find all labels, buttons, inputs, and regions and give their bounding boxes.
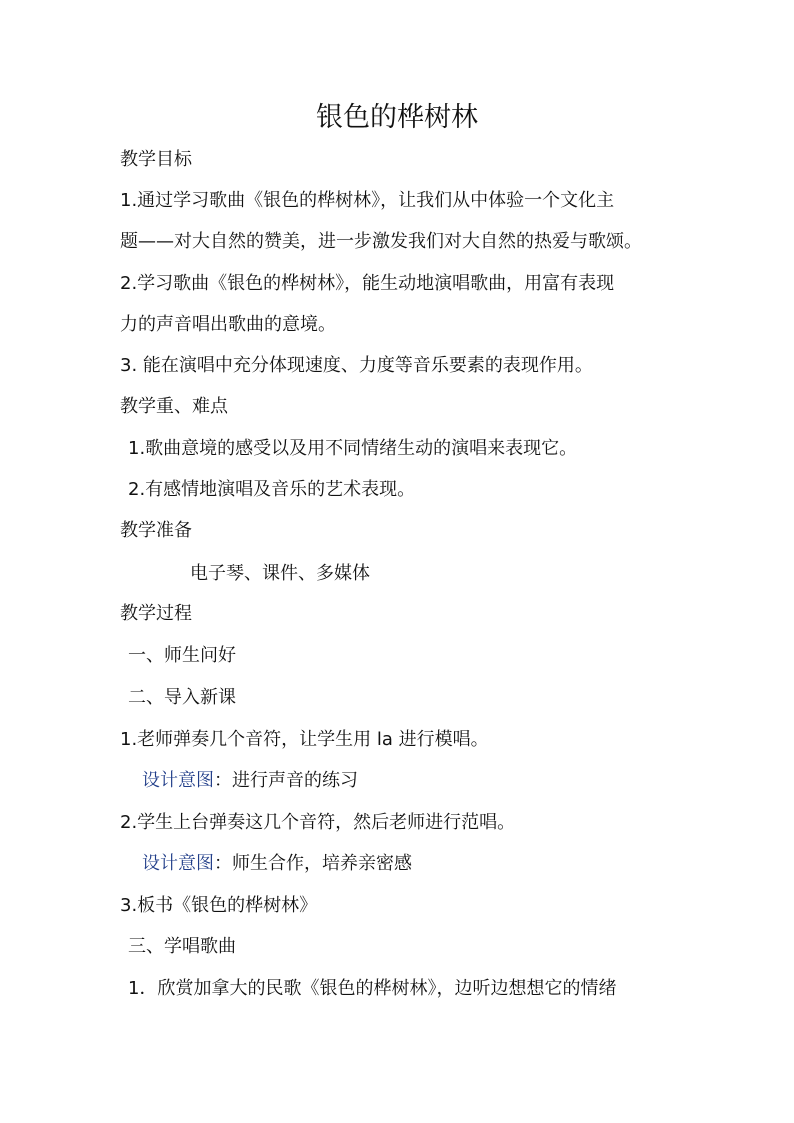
process-item-2: 2.学生上台弹奏这几个音符，然后老师进行范唱。 xyxy=(120,812,516,833)
design-intent-text: ：进行声音的练习 xyxy=(214,770,358,791)
key-point-2: 2.有感情地演唱及音乐的艺术表现。 xyxy=(128,479,416,500)
objective-3: 3. 能在演唱中充分体现速度、力度等音乐要素的表现作用。 xyxy=(120,355,593,376)
page-title: 银色的桦树林 xyxy=(316,102,478,133)
process-step-greeting: 一、师生问好 xyxy=(128,645,236,666)
objective-1-line-2: 题——对大自然的赞美，进一步激发我们对大自然的热爱与歌颂。 xyxy=(120,231,642,252)
process-step-learning: 三、学唱歌曲 xyxy=(128,936,236,957)
section-heading-key-points: 教学重、难点 xyxy=(120,396,228,417)
section-heading-process: 教学过程 xyxy=(120,603,192,624)
section-heading-preparation: 教学准备 xyxy=(120,520,192,541)
process-item-3: 3.板书《银色的桦树林》 xyxy=(120,895,318,916)
objective-1-line-1: 1.通过学习歌曲《银色的桦树林》，让我们从中体验一个文化主 xyxy=(120,190,615,211)
objective-2-line-1: 2.学习歌曲《银色的桦树林》，能生动地演唱歌曲，用富有表现 xyxy=(120,273,615,294)
preparation-items: 电子琴、课件、多媒体 xyxy=(190,563,370,584)
design-intent-text: ：师生合作，培养亲密感 xyxy=(214,853,412,874)
design-intent-label: 设计意图 xyxy=(142,770,214,791)
design-intent-2 xyxy=(142,852,412,876)
learning-item-1: 1．欣赏加拿大的民歌《银色的桦树林》，边听边想想它的情绪 xyxy=(128,978,617,999)
section-heading-objectives: 教学目标 xyxy=(120,149,192,170)
key-point-1: 1.歌曲意境的感受以及用不同情绪生动的演唱来表现它。 xyxy=(128,438,578,459)
objective-2-line-2: 力的声音唱出歌曲的意境。 xyxy=(120,314,336,335)
design-intent-label: 设计意图 xyxy=(142,853,214,874)
process-item-1: 1.老师弹奏几个音符，让学生用 la 进行模唱。 xyxy=(120,729,489,750)
design-intent-1 xyxy=(142,769,358,793)
process-step-introduction: 二、导入新课 xyxy=(128,687,236,708)
